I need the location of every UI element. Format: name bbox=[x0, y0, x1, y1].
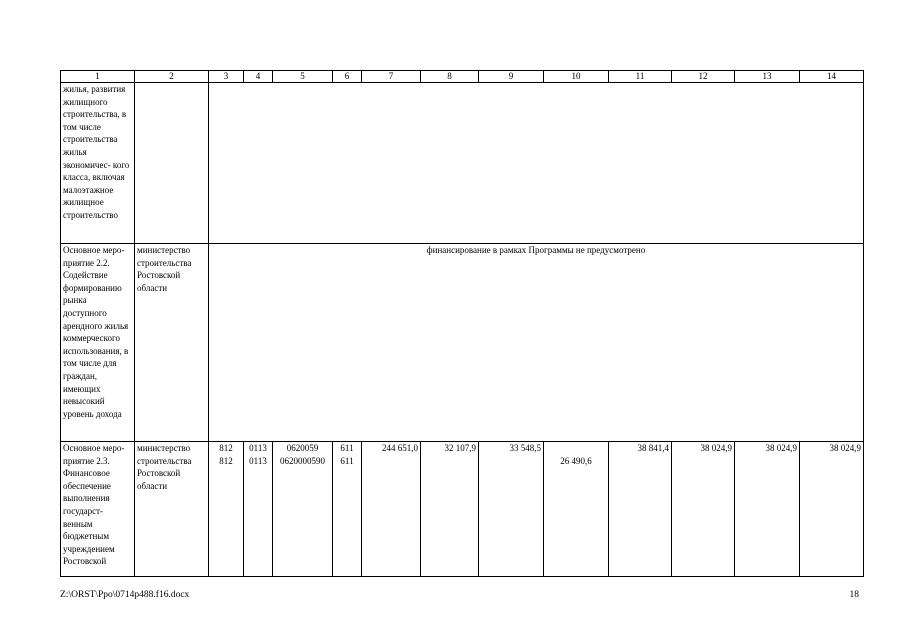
col-header-12: 12 bbox=[672, 71, 735, 83]
col-header-1: 1 bbox=[61, 71, 135, 83]
csr-code: 0620059 bbox=[286, 443, 319, 453]
page-number: 18 bbox=[849, 590, 859, 600]
year-2020-value: 38 024,9 bbox=[800, 442, 864, 577]
vr-cell bbox=[333, 442, 362, 577]
col-header-6: 6 bbox=[333, 71, 362, 83]
col-header-10: 10 bbox=[544, 71, 609, 83]
executor-cell: министерство строительства Ростовской области bbox=[135, 442, 209, 577]
grbs-cell bbox=[209, 442, 244, 577]
year-2016-cell bbox=[544, 442, 609, 577]
table-row bbox=[61, 83, 864, 244]
table-row bbox=[61, 442, 864, 577]
col-header-11: 11 bbox=[609, 71, 672, 83]
vr-code: 611 bbox=[340, 455, 354, 466]
col-header-3: 3 bbox=[209, 71, 244, 83]
year-2017-value: 38 841,4 bbox=[609, 442, 672, 577]
measure-name-cell: Основное меро- приятие 2.3. Финансовое обеспечение выполнения государст- венным бюджетным учреждением Ростовской bbox=[61, 442, 135, 577]
col-header-13: 13 bbox=[735, 71, 800, 83]
col-header-2: 2 bbox=[135, 71, 209, 83]
financing-note-cell bbox=[209, 244, 864, 442]
rzpr-code: 0113 bbox=[249, 443, 267, 453]
csr-code: 0620000590 bbox=[280, 455, 325, 466]
table-row bbox=[61, 244, 864, 442]
empty-merged-cell bbox=[209, 83, 864, 244]
col-header-7: 7 bbox=[362, 71, 421, 83]
financing-note: финансирование в рамках Программы не предусмотрено bbox=[426, 245, 646, 255]
csr-cell bbox=[273, 442, 333, 577]
rzpr-code: 0113 bbox=[249, 455, 267, 466]
col-header-4: 4 bbox=[244, 71, 273, 83]
executor-cell bbox=[135, 83, 209, 244]
col-header-5: 5 bbox=[273, 71, 333, 83]
col-header-9: 9 bbox=[479, 71, 544, 83]
file-path: Z:\ORST\Ppo\0714p488.f16.docx bbox=[60, 590, 190, 600]
year-2014-value: 32 107,9 bbox=[421, 442, 479, 577]
year-2018-value: 38 024,9 bbox=[672, 442, 735, 577]
measure-name-cell: жилья, развития жилищного строительства, в том числе строительства жилья экономичес- кого класса, включая малоэтажное жилищное строительство bbox=[61, 83, 135, 244]
program-table bbox=[60, 70, 864, 577]
grbs-code: 812 bbox=[219, 455, 233, 466]
executor-cell: министерство строительства Ростовской области bbox=[135, 244, 209, 442]
year-2019-value: 38 024,9 bbox=[735, 442, 800, 577]
program-table-page bbox=[60, 70, 864, 577]
col-header-14: 14 bbox=[800, 71, 864, 83]
grbs-code: 812 bbox=[219, 443, 233, 453]
col-header-8: 8 bbox=[421, 71, 479, 83]
total-value: 244 651,0 bbox=[362, 442, 421, 577]
measure-name-cell: Основное меро- приятие 2.2. Содействие формированию рынка доступного арендного жилья коммерческого использования, в том числе для граждан, имеющих невысокий уровень дохода bbox=[61, 244, 135, 442]
vr-code: 611 bbox=[340, 443, 354, 453]
rzpr-cell bbox=[244, 442, 273, 577]
year-2016-value: 26 490,6 bbox=[560, 456, 592, 466]
year-2015-value: 33 548,5 bbox=[479, 442, 544, 577]
column-number-row bbox=[61, 71, 864, 83]
